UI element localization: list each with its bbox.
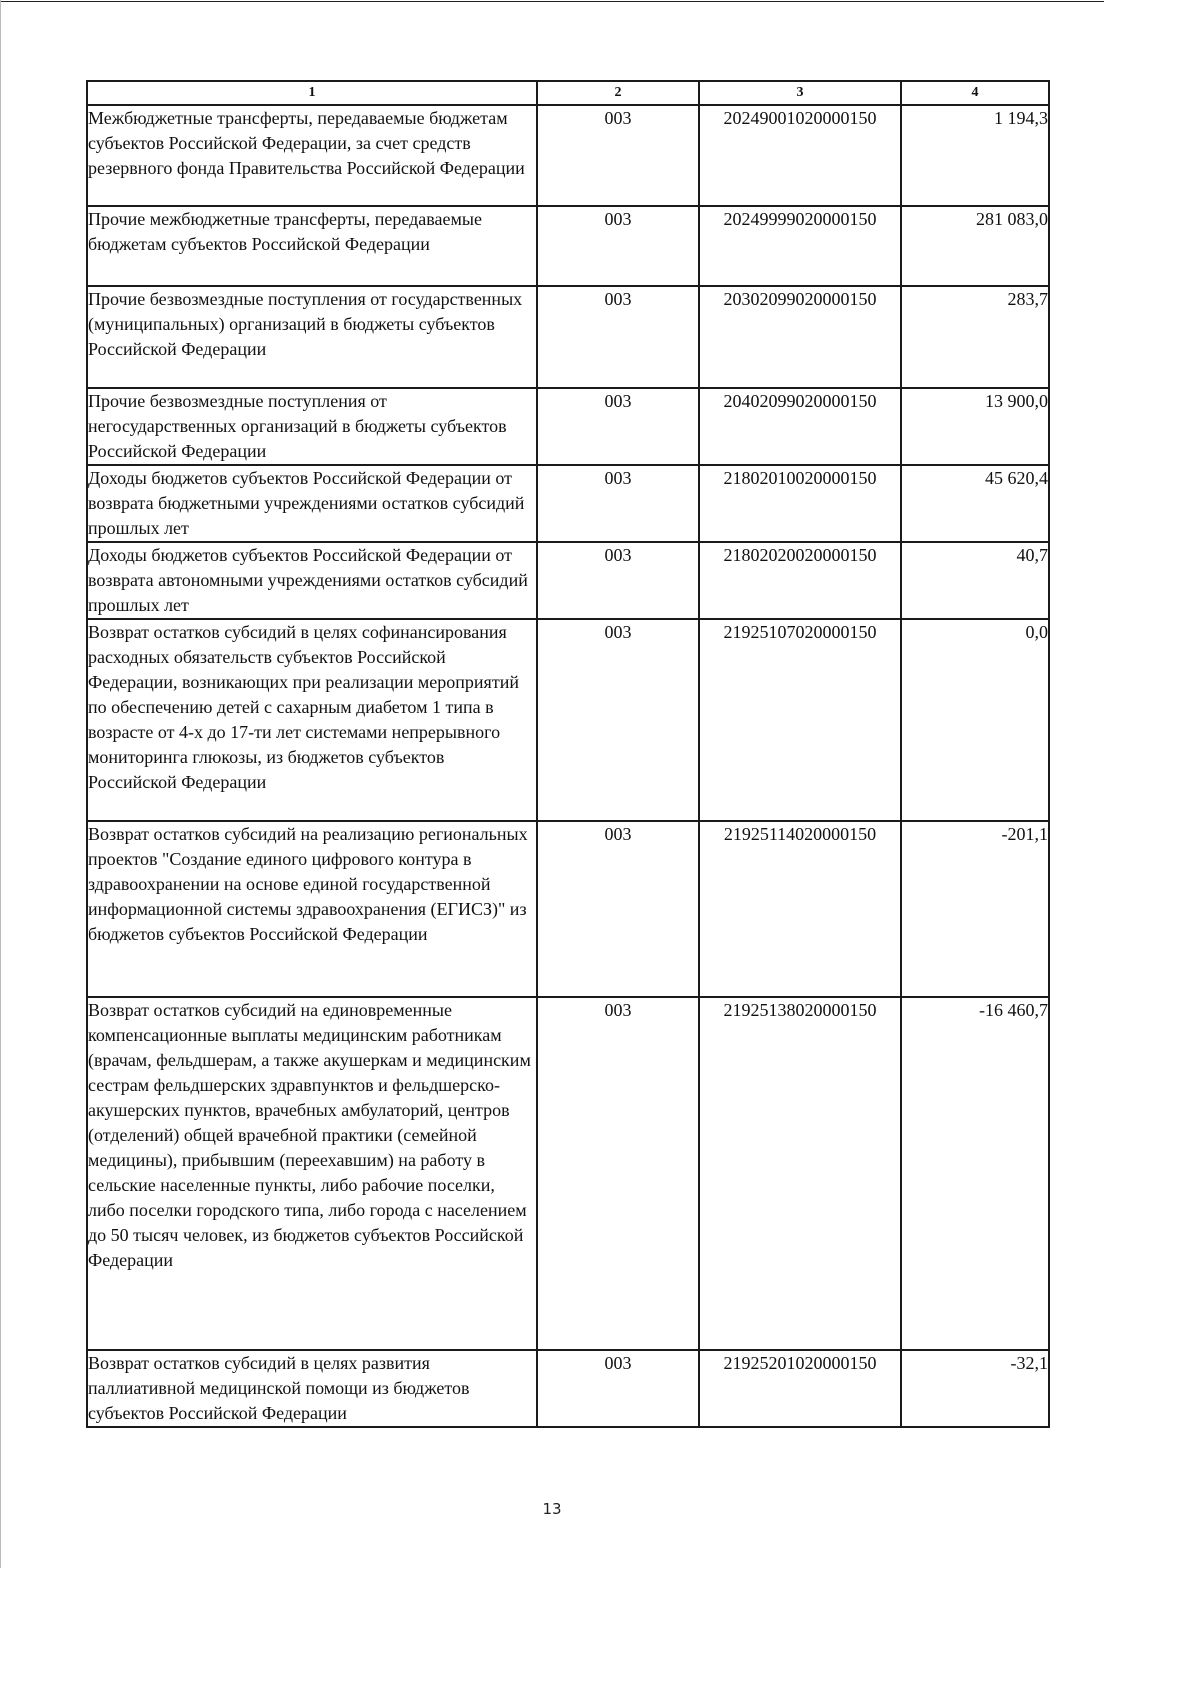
row-description: Возврат остатков субсидий на единовременные компенсационные выплаты медицинским работникам (врачам, фельдшерам, а также акушеркам и медицинским сестрам фельдшерских здравпунктов и фельдшерско-акушерских пунктов, врачебных амбулаторий, центров (отделений) общей врачебной практики (семейной медицины), прибывшим (переехавшим) на работу в сельские населенные пункты, либо рабочие поселки, либо поселки городского типа, либо города с населением до 50 тысяч человек, из бюджетов субъектов Российской Федерации [87,997,537,1350]
row-admin-code: 003 [537,388,699,465]
table-row [87,821,1049,997]
row-amount: 0,0 [901,619,1049,821]
row-description: Доходы бюджетов субъектов Российской Федерации от возврата автономными учреждениями остатков субсидий прошлых лет [87,542,537,619]
row-budget-code: 21925201020000150 [699,1350,901,1427]
row-amount: 281 083,0 [901,206,1049,286]
header-col-2: 2 [537,81,699,105]
row-budget-code: 21802020020000150 [699,542,901,619]
row-amount: 13 900,0 [901,388,1049,465]
row-budget-code: 20402099020000150 [699,388,901,465]
table-row [87,388,1049,465]
table-row [87,105,1049,206]
row-admin-code: 003 [537,1350,699,1427]
page-number: 13 [542,1500,562,1518]
row-description: Прочие межбюджетные трансферты, передаваемые бюджетам субъектов Российской Федерации [87,206,537,286]
table-row [87,206,1049,286]
row-amount: 283,7 [901,286,1049,388]
row-amount: -16 460,7 [901,997,1049,1350]
row-description: Доходы бюджетов субъектов Российской Федерации от возврата бюджетными учреждениями остатков субсидий прошлых лет [87,465,537,542]
row-admin-code: 003 [537,206,699,286]
row-admin-code: 003 [537,619,699,821]
row-budget-code: 20249001020000150 [699,105,901,206]
row-description: Возврат остатков субсидий в целях развития паллиативной медицинской помощи из бюджетов субъектов Российской Федерации [87,1350,537,1427]
table-row [87,465,1049,542]
row-amount: 1 194,3 [901,105,1049,206]
table-header-row [87,81,1049,105]
row-admin-code: 003 [537,821,699,997]
page-top-border [0,1,1104,2]
row-description: Возврат остатков субсидий на реализацию региональных проектов "Создание единого цифрового контура в здравоохранении на основе единой государственной информационной системы здравоохранения (ЕГИСЗ)" из бюджетов субъектов Российской Федерации [87,821,537,997]
row-budget-code: 21925107020000150 [699,619,901,821]
row-amount: 40,7 [901,542,1049,619]
row-admin-code: 003 [537,542,699,619]
row-amount: -201,1 [901,821,1049,997]
revenue-table [86,80,1050,1428]
row-budget-code: 21925114020000150 [699,821,901,997]
row-description: Прочие безвозмездные поступления от негосударственных организаций в бюджеты субъектов Российской Федерации [87,388,537,465]
row-amount: -32,1 [901,1350,1049,1427]
row-admin-code: 003 [537,465,699,542]
row-budget-code: 21925138020000150 [699,997,901,1350]
row-admin-code: 003 [537,997,699,1350]
row-budget-code: 20302099020000150 [699,286,901,388]
page-left-edge [0,0,1,1568]
row-description: Межбюджетные трансферты, передаваемые бюджетам субъектов Российской Федерации, за счет средств резервного фонда Правительства Российской Федерации [87,105,537,206]
table-row [87,542,1049,619]
row-amount: 45 620,4 [901,465,1049,542]
row-budget-code: 21802010020000150 [699,465,901,542]
row-description: Возврат остатков субсидий в целях софинансирования расходных обязательств субъектов Российской Федерации, возникающих при реализации мероприятий по обеспечению детей с сахарным диабетом 1 типа в возрасте от 4-х до 17-ти лет системами непрерывного мониторинга глюкозы, из бюджетов субъектов Российской Федерации [87,619,537,821]
row-admin-code: 003 [537,286,699,388]
table-row [87,619,1049,821]
header-col-1: 1 [87,81,537,105]
table-row [87,286,1049,388]
table-row [87,1350,1049,1427]
row-description: Прочие безвозмездные поступления от государственных (муниципальных) организаций в бюджеты субъектов Российской Федерации [87,286,537,388]
header-col-4: 4 [901,81,1049,105]
row-budget-code: 20249999020000150 [699,206,901,286]
header-col-3: 3 [699,81,901,105]
row-admin-code: 003 [537,105,699,206]
table-row [87,997,1049,1350]
